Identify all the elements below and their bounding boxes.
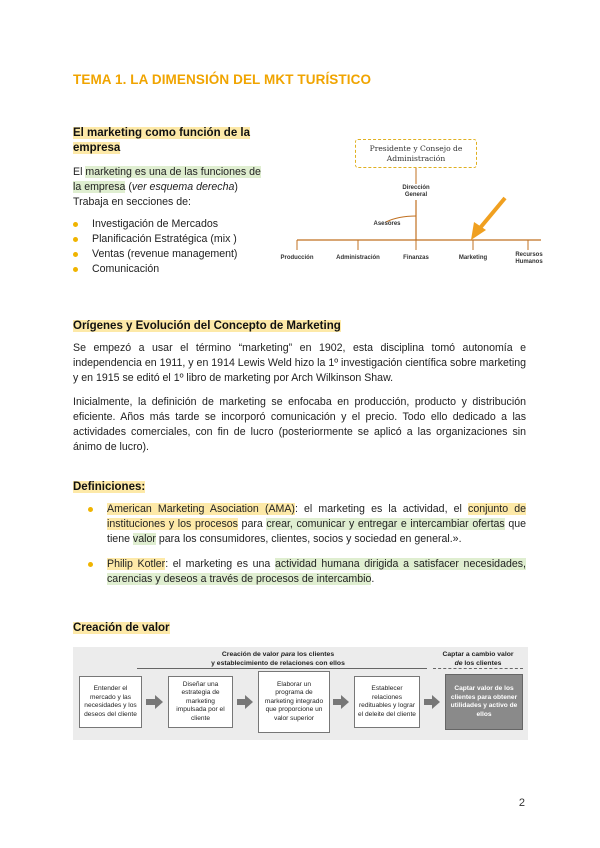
header-text: Creación de valor [221,651,281,658]
arrow-shaft [480,198,505,228]
list-item [58,232,273,247]
highlight-text: la empresa [73,181,126,193]
text-run: . [371,573,375,585]
header-text: y establecimiento de relaciones con ellos [211,660,345,667]
sections-list [58,217,273,277]
header-italic: de [454,660,463,667]
value-step-5: Captar valor de los clientes para obtener utilidades y activo de ellos [445,674,523,730]
org-dept-label: Recursos Humanos [515,252,543,265]
org-top-line1: Presidente y Consejo de [369,143,463,153]
text-run: ) [234,181,238,193]
definition-source: American Marketing Asociation (AMA) [107,503,295,515]
bullet-icon [73,222,78,227]
value-arrows [73,647,528,740]
org-dept-label: Finanzas [403,255,429,261]
text-run: Trabaja en secciones de: [73,196,191,208]
bullet-icon [73,252,78,257]
value-process-diagram [73,647,528,740]
highlight-text: crear, comunicar y entregar e intercambiar ofertas [266,518,505,530]
text-run: ( [125,181,132,193]
list-item [58,262,273,277]
org-mid-line1: Dirección [402,185,430,191]
highlight-text: marketing es una de las funciones de [85,166,261,178]
definition-ama [73,502,526,547]
italic-text: ver esquema derecha [131,181,235,193]
highlight-text: conjunto de instituciones y los procesos [107,503,526,530]
heading-text: Definiciones: [73,481,146,493]
text-run: : el marketing es la actividad, el [294,503,469,515]
arrow-right-icon [237,695,253,709]
heading-text: Orígenes y Evolución del Concepto de Marketing [73,320,341,332]
highlight-text: valor [132,533,156,545]
org-dept-label: Marketing [458,255,488,261]
list-item-text: Planificación Estratégica (mix ) [92,233,237,245]
org-chart [280,136,551,271]
highlight-text: actividad humana dirigida a satisfacer necesidades, carencias y deseos a través de procesos de intercambio [107,558,526,585]
arrow-right-icon [333,695,349,709]
header-text: los clientes [462,660,502,667]
text-run: para los consumidores, clientes, socios y sociedad en general.». [155,533,462,545]
org-direction-label [388,185,444,199]
bullet-icon [73,267,78,272]
heading-text: Creación de valor [73,622,170,634]
value-step-1: Entender el mercado y las necesidades y los deseos del cliente [79,676,142,728]
list-item-text: Comunicación [92,263,160,275]
org-mid-line2: General [404,192,428,198]
list-item-text: Ventas (revenue management) [92,248,238,260]
paragraph-evolution: Inicialmente, la definición de marketing se enfocaba en producción, producto y distribución eficiente. Años más tarde se incorporó comunicación y el precio. Todo ello dedicado a las actividades comerciales, con fin de lucro (posteriormente se aplicó a las organizaciones sin ánimo de lucro). [73,396,526,453]
text-run: para [237,518,267,530]
list-item [58,247,273,262]
org-dept-label: Producción [280,255,314,261]
definition-source: Philip Kotler [107,558,166,570]
section-heading-value [73,622,170,634]
section-heading [73,126,273,156]
arrow-right-icon [146,695,163,709]
section-heading-origins [73,320,341,332]
heading-line2: empresa [73,142,121,154]
paragraph-origins: Se empezó a usar el término “marketing” en 1902, esta disciplina tomó autonomía e independencia en 1911, y en 1914 Lewis Weld hizo la 1º investigación científica sobre marketing y en 1915 se editó el 1º libro de marketing por Arch Wilkinson Shaw. [73,342,526,384]
arrow-right-icon [424,695,440,709]
definition-kotler [73,557,526,587]
org-top-box [355,139,477,168]
value-step-3: Elaborar un programa de marketing integrado que proporcione un valor superior [258,671,330,733]
section-heading-definitions [73,481,145,493]
bullet-icon [73,237,78,242]
list-item [58,217,273,232]
heading-line1: El marketing como función de la [73,127,251,139]
section-marketing-function [73,126,273,277]
value-step-4: Establecer relaciones redituables y lograr el deleite del cliente [354,676,420,728]
header-text: los clientes [295,651,335,658]
bullet-icon [88,507,93,512]
bullet-icon [88,562,93,567]
org-top-line2: Administración [386,153,446,163]
org-assistant-label: Asesores [373,221,401,227]
org-dept-label: Administración [336,255,380,261]
definitions-list [73,502,526,587]
header-text: Captar a cambio valor [442,651,514,658]
text-run: que tiene [107,518,527,545]
list-item-text: Investigación de Mercados [92,218,219,230]
text-run: El [73,166,86,178]
page-title: TEMA 1. LA DIMENSIÓN DEL MKT TURÍSTICO [73,72,372,87]
paragraph [73,165,273,210]
text-run: : el marketing es una [165,558,275,570]
header-italic: para [280,651,296,658]
value-step-2: Diseñar una estrategia de marketing impulsada por el cliente [168,676,233,728]
page-number: 2 [518,797,525,809]
